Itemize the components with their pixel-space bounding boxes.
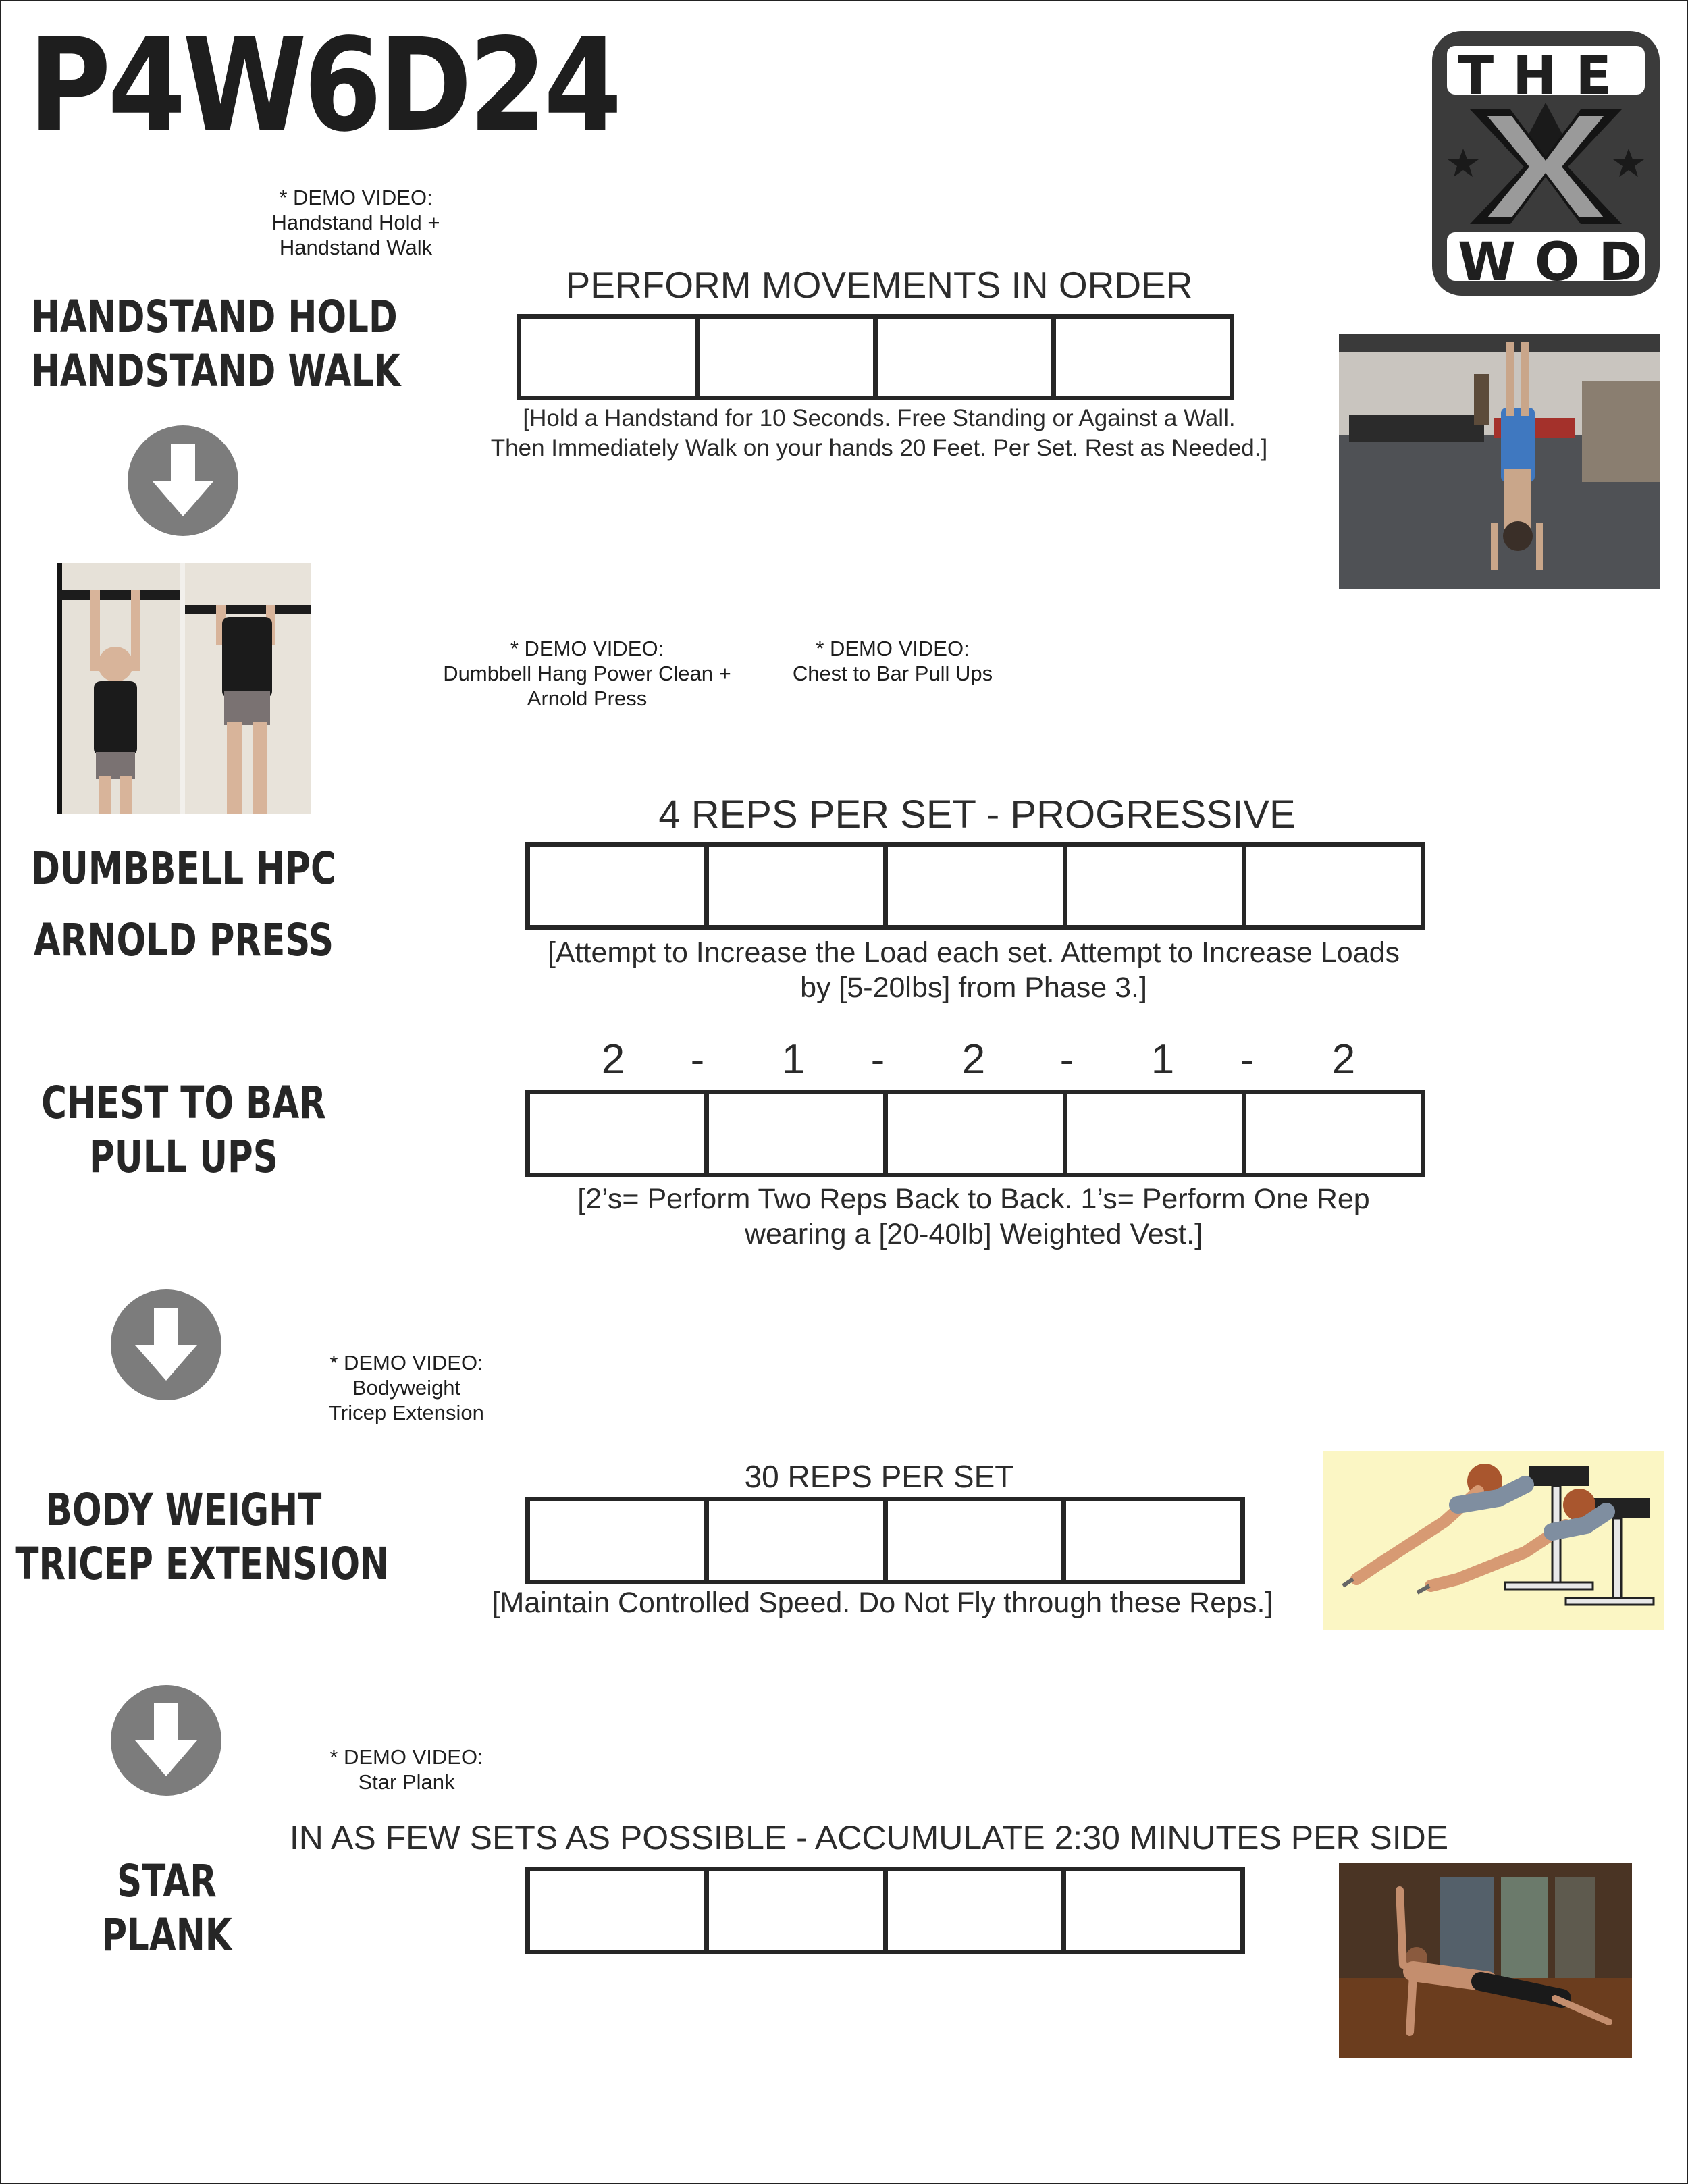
- handstand-walk-photo: [1339, 334, 1660, 589]
- the-x-wod-logo: [1429, 28, 1662, 298]
- down-arrow-icon: [111, 1685, 221, 1796]
- tricep-heading: 30 REPS PER SET: [744, 1459, 1014, 1494]
- set-box[interactable]: [530, 1871, 709, 1950]
- set-box[interactable]: [1066, 1871, 1240, 1950]
- exercise-name-line: HANDSTAND WALK: [30, 345, 401, 397]
- down-arrow-icon: [111, 1289, 221, 1400]
- plank-set-boxes: [525, 1867, 1245, 1954]
- exercise-name-line: PULL UPS: [89, 1131, 278, 1183]
- demo-label-line: Chest to Bar Pull Ups: [792, 662, 993, 685]
- dumbbell-heading: 4 REPS PER SET - PROGRESSIVE: [658, 793, 1296, 836]
- tricep-note: [406, 1588, 1359, 1618]
- set-box[interactable]: [888, 1094, 1067, 1173]
- sequence-item: -: [1059, 1036, 1074, 1083]
- set-box[interactable]: [709, 1501, 888, 1580]
- dumbbell-demo-label[interactable]: [406, 636, 768, 711]
- sequence-item: 2: [601, 1036, 625, 1083]
- note-line: [Attempt to Increase the Load each set. Attempt to Increase Loads: [547, 936, 1400, 969]
- set-box[interactable]: [530, 847, 709, 925]
- note-line: [2’s= Perform Two Reps Back to Back. 1’s= Perform One Rep: [577, 1183, 1370, 1215]
- pullups-note: [433, 1181, 1514, 1252]
- set-box[interactable]: [1246, 1094, 1421, 1173]
- tricep-extension-illustration: [1323, 1451, 1664, 1630]
- note-line: [Maintain Controlled Speed. Do Not Fly through these Reps.]: [492, 1587, 1273, 1619]
- pullups-exercise-name: [31, 1076, 336, 1184]
- set-box[interactable]: [888, 847, 1067, 925]
- tricep-demo-label[interactable]: [285, 1350, 528, 1425]
- handstand-demo-label[interactable]: [224, 185, 487, 260]
- plank-exercise-name: [17, 1855, 317, 1963]
- demo-label-line: Dumbbell Hang Power Clean +: [443, 662, 731, 685]
- sequence-item: -: [1240, 1036, 1255, 1083]
- star-plank-photo: [1339, 1863, 1632, 2058]
- demo-label-line: Star Plank: [358, 1770, 455, 1794]
- note-line: wearing a [20-40lb] Weighted Vest.]: [744, 1218, 1203, 1250]
- set-box[interactable]: [1246, 847, 1421, 925]
- note-line: Then Immediately Walk on your hands 20 Feet. Per Set. Rest as Needed.]: [490, 435, 1268, 461]
- exercise-name-line: BODY WEIGHT: [45, 1484, 322, 1536]
- set-box[interactable]: [709, 847, 888, 925]
- demo-label-line: * DEMO VIDEO:: [816, 637, 970, 660]
- demo-label-line: * DEMO VIDEO:: [329, 1351, 483, 1375]
- pullups-set-boxes: [525, 1090, 1425, 1177]
- handstand-note: [406, 404, 1352, 463]
- demo-label-line: * DEMO VIDEO:: [279, 186, 433, 209]
- demo-label-line: Handstand Hold +: [271, 211, 440, 234]
- handstand-heading: PERFORM MOVEMENTS IN ORDER: [565, 264, 1193, 306]
- exercise-name-line: DUMBBELL HPC: [31, 843, 336, 895]
- set-box[interactable]: [1067, 1094, 1246, 1173]
- demo-label-line: Tricep Extension: [329, 1401, 484, 1424]
- sequence-item: 1: [781, 1036, 806, 1083]
- pullups-demo-label[interactable]: [751, 636, 1034, 686]
- handstand-set-boxes: [517, 314, 1234, 400]
- dumbbell-note: [433, 935, 1514, 1005]
- set-box[interactable]: [521, 319, 700, 396]
- demo-label-line: Handstand Walk: [279, 236, 433, 259]
- exercise-name-line: STAR: [117, 1855, 217, 1907]
- demo-label-line: * DEMO VIDEO:: [510, 637, 664, 660]
- set-box[interactable]: [878, 319, 1056, 396]
- set-box[interactable]: [888, 1871, 1067, 1950]
- tricep-set-boxes: [525, 1497, 1245, 1584]
- page-title: P4W6D24: [28, 11, 619, 160]
- logo-text-wod: WOD: [1458, 232, 1662, 293]
- set-box[interactable]: [888, 1501, 1067, 1580]
- note-line: [Hold a Handstand for 10 Seconds. Free Standing or Against a Wall.: [523, 405, 1236, 431]
- sequence-item: 2: [961, 1036, 986, 1083]
- note-line: by [5-20lbs] from Phase 3.]: [800, 971, 1147, 1004]
- set-box[interactable]: [1067, 847, 1246, 925]
- plank-demo-label[interactable]: [285, 1744, 528, 1794]
- pullups-sequence: [1, 1036, 1688, 1086]
- set-box[interactable]: [700, 319, 878, 396]
- exercise-name-line: PLANK: [101, 1909, 232, 1961]
- handstand-exercise-name: [30, 290, 401, 398]
- dumbbell-set-boxes: [525, 842, 1425, 930]
- set-box[interactable]: [1066, 1501, 1240, 1580]
- down-arrow-icon: [128, 425, 238, 536]
- pullup-demo-photos: [57, 563, 311, 814]
- set-box[interactable]: [709, 1094, 888, 1173]
- exercise-name-line: TRICEP EXTENSION: [15, 1538, 390, 1590]
- dumbbell-exercise-name: [31, 833, 336, 976]
- sequence-item: 2: [1331, 1036, 1356, 1083]
- demo-label-line: Bodyweight: [352, 1376, 461, 1400]
- plank-heading: IN AS FEW SETS AS POSSIBLE - ACCUMULATE 2:30 MINUTES PER SIDE: [289, 1819, 1449, 1857]
- sequence-item: 1: [1151, 1036, 1175, 1083]
- sequence-item: -: [690, 1036, 705, 1083]
- set-box[interactable]: [530, 1094, 709, 1173]
- logo-text-the: THE: [1458, 46, 1631, 107]
- exercise-name-line: ARNOLD PRESS: [33, 914, 334, 966]
- exercise-name-line: HANDSTAND HOLD: [30, 291, 398, 343]
- tricep-exercise-name: [15, 1483, 390, 1591]
- exercise-name-line: CHEST TO BAR: [41, 1077, 326, 1129]
- demo-label-line: Arnold Press: [527, 687, 648, 710]
- set-box[interactable]: [709, 1871, 888, 1950]
- demo-label-line: * DEMO VIDEO:: [329, 1745, 483, 1769]
- set-box[interactable]: [1056, 319, 1230, 396]
- sequence-item: -: [870, 1036, 885, 1083]
- set-box[interactable]: [530, 1501, 709, 1580]
